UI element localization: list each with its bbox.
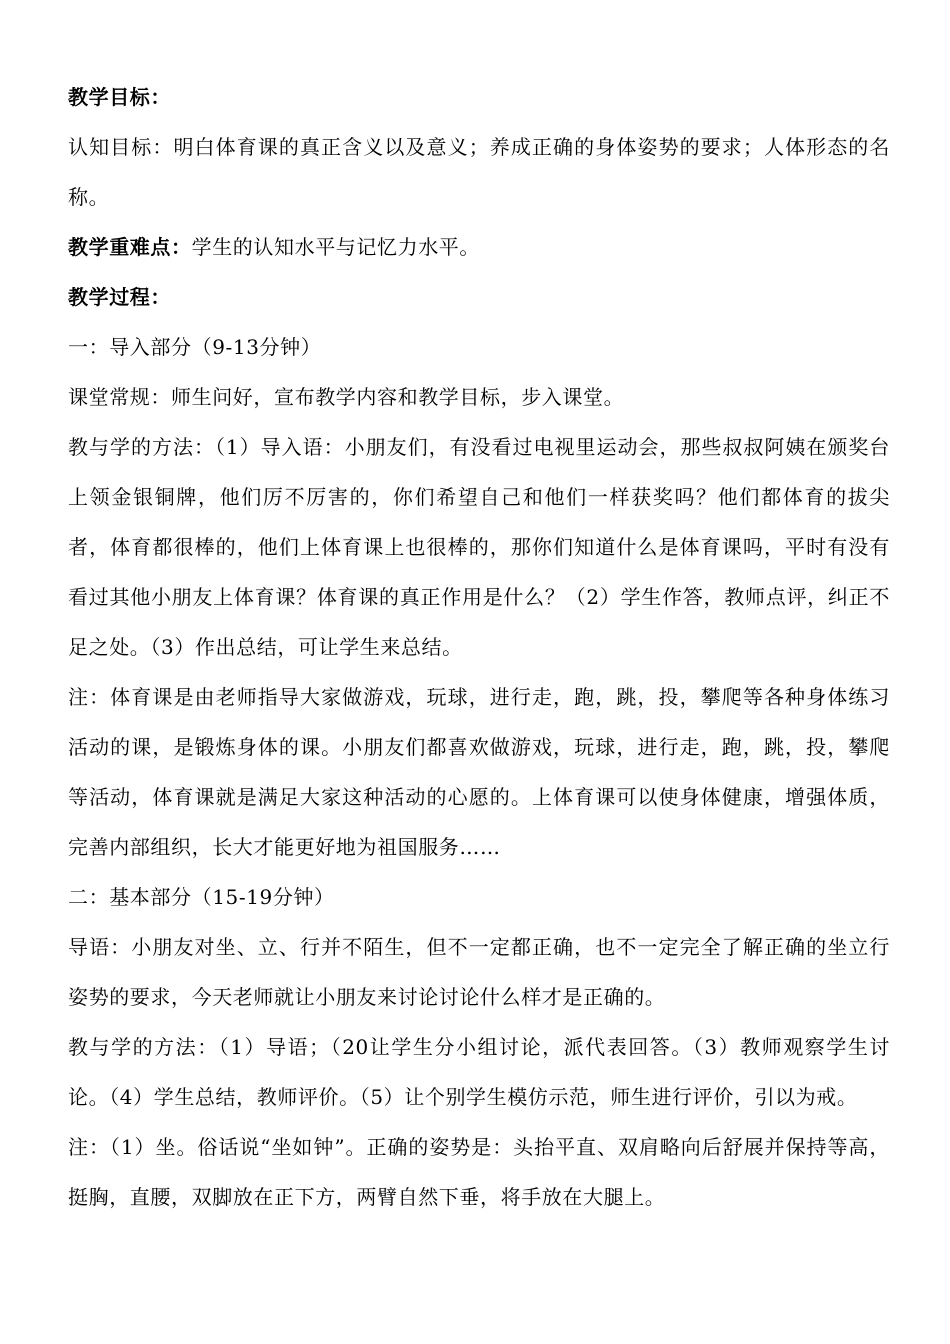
cognitive-objective: 认知目标：明白体育课的真正含义以及意义；养成正确的身体姿势的要求；人体形态的名称。 <box>68 135 890 209</box>
section2-title: 二：基本部分（15-19分钟） <box>68 885 335 909</box>
classroom-routine: 课堂常规：师生问好，宣布教学内容和教学目标，步入课堂。 <box>68 385 625 409</box>
key-points <box>68 222 890 272</box>
process-heading: 教学过程： <box>68 285 171 309</box>
section1-title: 一：导入部分（9-13分钟） <box>68 335 322 359</box>
key-points-label: 教学重难点： <box>68 235 192 259</box>
teaching-methods-2: 教与学的方法：（1）导语；（20让学生分小组讨论，派代表回答。（3）教师观察学生讨论。（4）学生总结，教师评价。（5）让个别学生模仿示范，师生进行评价，引以为戒。 <box>68 1035 890 1109</box>
note-1: 注：体育课是由老师指导大家做游戏，玩球，进行走，跑，跳，投，攀爬等各种身体练习活动的课，是锻炼身体的课。小朋友们都喜欢做游戏，玩球，进行走，跑，跳，投，攀爬等活动，体育课就是满足大家这种活动的心愿的。上体育课可以使身体健康，增强体质，完善内部组织，长大才能更好地为祖国服务…… <box>68 685 890 859</box>
intro-2: 导语：小朋友对坐、立、行并不陌生，但不一定都正确，也不一定完全了解正确的坐立行姿势的要求，今天老师就让小朋友来讨论讨论什么样才是正确的。 <box>68 935 890 1009</box>
document-page <box>68 72 890 1222</box>
teaching-methods-1: 教与学的方法：（1）导入语：小朋友们，有没看过电视里运动会，那些叔叔阿姨在颁奖台上领金银铜牌，他们厉不厉害的，你们希望自己和他们一样获奖吗？他们都体育的拔尖者，体育都很棒的，他们上体育课上也很棒的，那你们知道什么是体育课吗，平时有没有看过其他小朋友上体育课？体育课的真正作用是什么？（2）学生作答，教师点评，纠正不足之处。（3）作出总结，可让学生来总结。 <box>68 435 890 659</box>
note-2: 注：（1）坐。俗话说“坐如钟”。正确的姿势是：头抬平直、双肩略向后舒展并保持等高，挺胸，直腰，双脚放在正下方，两臂自然下垂，将手放在大腿上。 <box>68 1135 890 1209</box>
objectives-heading: 教学目标： <box>68 85 171 109</box>
key-points-text: 学生的认知水平与记忆力水平。 <box>191 235 481 259</box>
